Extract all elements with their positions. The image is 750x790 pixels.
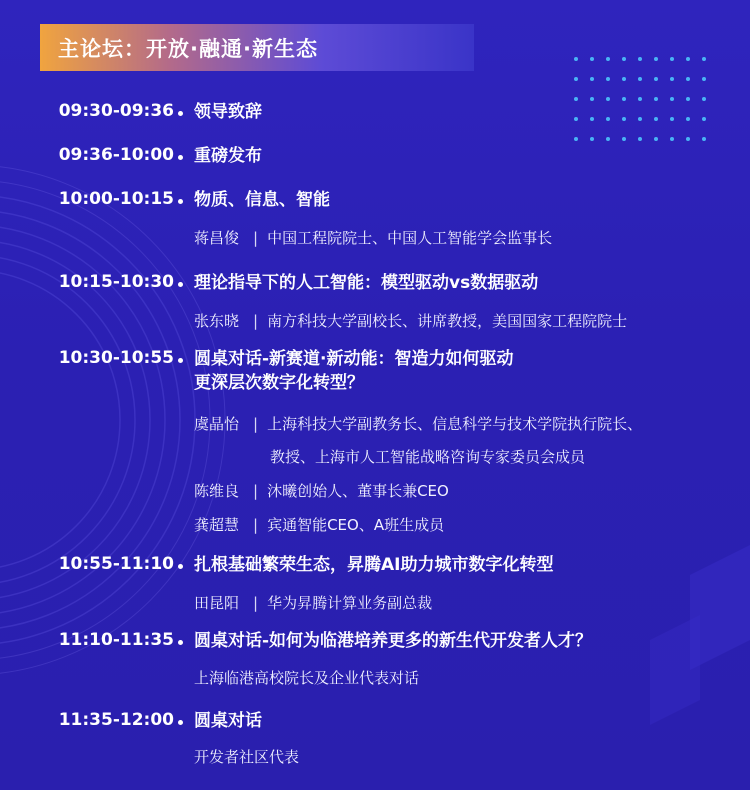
- speaker-line: [194, 228, 552, 248]
- time-slot: 10:15-10:30: [58, 272, 174, 292]
- separator: |: [253, 594, 259, 612]
- speaker-role: 华为昇腾计算业务副总裁: [267, 594, 433, 612]
- time-slot: 09:36-10:00: [58, 145, 174, 165]
- separator: |: [253, 229, 259, 247]
- forum-title: 主论坛：开放·融通·新生态: [58, 36, 318, 61]
- session-note: 上海临港高校院长及企业代表对话: [194, 669, 420, 687]
- speaker-line: [194, 481, 449, 501]
- session-topic: 物质、信息、智能: [194, 190, 330, 210]
- speaker-name: 陈维良: [194, 482, 240, 500]
- session-topic: 重磅发布: [194, 146, 262, 166]
- session-topic-line-1: 圆桌对话-新赛道·新动能：智造力如何驱动: [194, 349, 514, 369]
- speaker-role: 南方科技大学副校长、讲席教授，美国国家工程院院士: [267, 312, 628, 330]
- speaker-name: 蒋昌俊: [194, 229, 240, 247]
- separator: |: [253, 312, 259, 330]
- bullet-dot: [178, 358, 183, 363]
- time-slot: 11:35-12:00: [58, 710, 174, 730]
- bullet-dot: [178, 564, 183, 569]
- session-topic: 圆桌对话-如何为临港培养更多的新生代开发者人才？: [194, 631, 593, 651]
- separator: |: [253, 516, 259, 534]
- speaker-name: 虞晶怡: [194, 415, 240, 433]
- speaker-line: [194, 593, 432, 613]
- speaker-role: 宾通智能CEO、A班生成员: [267, 516, 445, 534]
- time-slot: 09:30-09:36: [58, 101, 174, 121]
- bullet-dot: [178, 720, 183, 725]
- speaker-line: [194, 515, 444, 535]
- speaker-role: 上海科技大学副教务长、信息科学与技术学院执行院长、: [267, 415, 643, 433]
- bullet-dot: [178, 199, 183, 204]
- bullet-dot: [178, 282, 183, 287]
- session-note: 开发者社区代表: [194, 748, 300, 766]
- separator: |: [253, 482, 259, 500]
- bullet-dot: [178, 640, 183, 645]
- speaker-line: [194, 311, 627, 331]
- time-slot: 10:55-11:10: [58, 554, 174, 574]
- speaker-name: 张东晓: [194, 312, 240, 330]
- time-slot: 11:10-11:35: [58, 630, 174, 650]
- time-slot: 10:00-10:15: [58, 189, 174, 209]
- speaker-name: 龚超慧: [194, 516, 240, 534]
- session-topic: 扎根基础繁荣生态，昇腾AI助力城市数字化转型: [194, 555, 554, 575]
- time-slot: 10:30-10:55: [58, 348, 174, 368]
- speaker-name: 田昆阳: [194, 594, 240, 612]
- session-topic-line-2: 更深层次数字化转型？: [194, 373, 364, 393]
- speaker-line: [194, 414, 642, 467]
- speaker-role: 沐曦创始人、董事长兼CEO: [267, 482, 449, 500]
- session-topic: 理论指导下的人工智能：模型驱动vs数据驱动: [194, 273, 539, 293]
- bullet-dot: [178, 155, 183, 160]
- session-topic: 圆桌对话: [194, 711, 262, 731]
- speaker-role: 中国工程院院士、中国人工智能学会监事长: [267, 229, 553, 247]
- session-topic: 领导致辞: [194, 102, 262, 122]
- speaker-role-continued: 教授、上海市人工智能战略咨询专家委员会成员: [270, 448, 586, 466]
- bullet-dot: [178, 111, 183, 116]
- separator: |: [253, 415, 259, 433]
